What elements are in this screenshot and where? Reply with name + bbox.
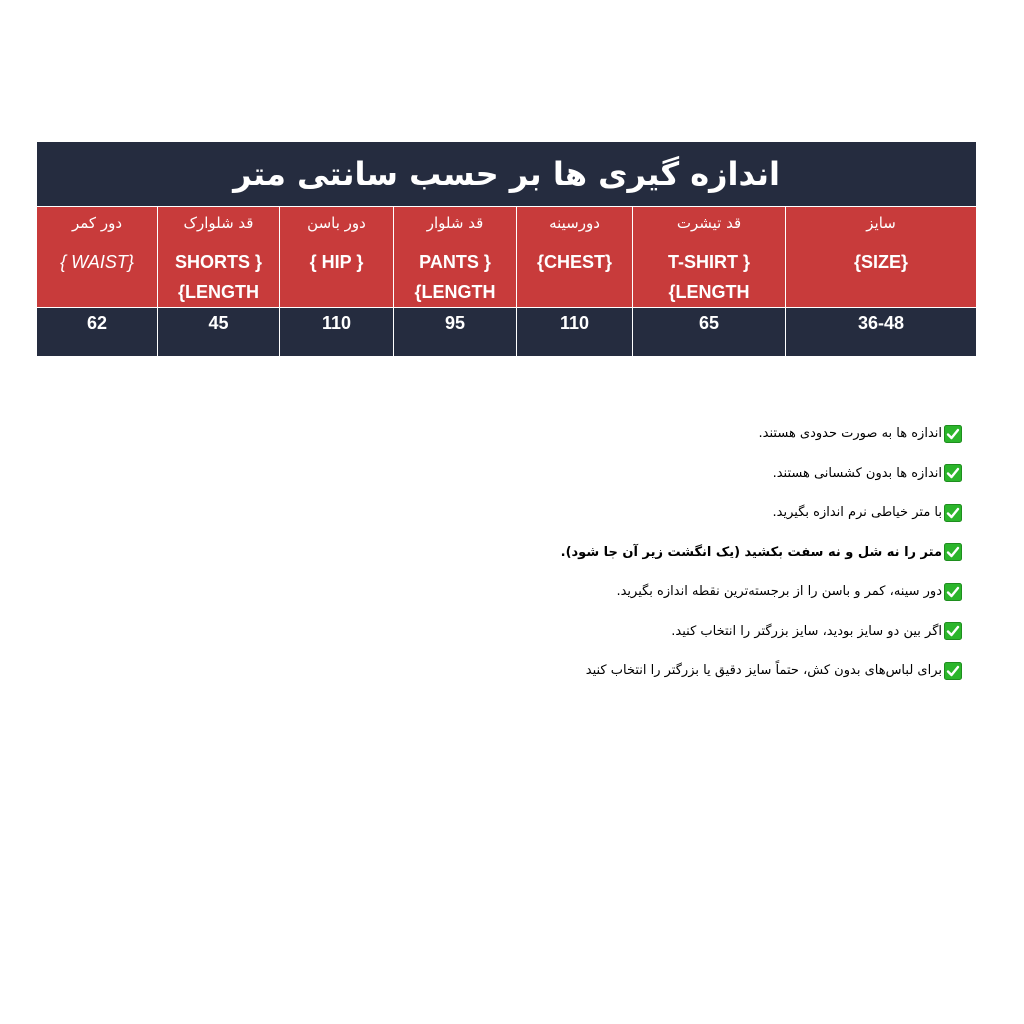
header-shorts-length bbox=[158, 207, 280, 308]
header-chest-en: {CHEST} bbox=[536, 252, 612, 272]
header-hip-fa: دور باسن bbox=[307, 214, 366, 232]
table-title: اندازه گیری ها بر حسب سانتی متر bbox=[37, 142, 977, 207]
note-text: دور سینه، کمر و باسن را از برجسته‌ترین نقطه اندازه بگیرید. bbox=[616, 584, 942, 600]
list-item bbox=[362, 651, 962, 691]
list-item bbox=[362, 414, 962, 454]
value-tshirt-length: 65 bbox=[633, 308, 786, 357]
header-waist-en: { WAIST} bbox=[60, 252, 134, 272]
note-text: با متر خیاطی نرم اندازه بگیرید. bbox=[772, 505, 942, 521]
header-pants-length-en: PANTS } {LENGTH bbox=[414, 252, 496, 302]
check-mark-icon bbox=[944, 583, 962, 601]
check-mark-icon bbox=[944, 543, 962, 561]
value-size: 36-48 bbox=[786, 308, 977, 357]
header-waist bbox=[37, 207, 158, 308]
list-item bbox=[362, 612, 962, 652]
value-chest: 110 bbox=[517, 308, 633, 357]
note-text: اگر بین دو سایز بودید، سایز بزرگتر را انتخاب کنید. bbox=[671, 623, 942, 639]
measurement-notes bbox=[362, 414, 962, 691]
header-pants-length bbox=[394, 207, 517, 308]
table-row bbox=[37, 308, 977, 357]
note-text: متر را نه شل و نه سفت بکشید (یک انگشت زیر آن جا شود). bbox=[560, 544, 942, 560]
check-mark-icon bbox=[944, 504, 962, 522]
note-text: اندازه ها به صورت حدودی هستند. bbox=[758, 426, 942, 442]
list-item bbox=[362, 533, 962, 573]
list-item bbox=[362, 454, 962, 494]
header-shorts-length-en: SHORTS } {LENGTH bbox=[174, 252, 262, 302]
note-text: اندازه ها بدون کشسانی هستند. bbox=[772, 465, 942, 481]
size-table bbox=[36, 141, 977, 357]
check-mark-icon bbox=[944, 425, 962, 443]
header-size bbox=[786, 207, 977, 308]
check-mark-icon bbox=[944, 622, 962, 640]
value-pants-length: 95 bbox=[394, 308, 517, 357]
list-item bbox=[362, 493, 962, 533]
header-size-fa: سایز bbox=[866, 214, 896, 232]
list-item bbox=[362, 572, 962, 612]
table-header-row bbox=[37, 207, 977, 308]
value-shorts-length: 45 bbox=[158, 308, 280, 357]
note-text: برای لباس‌های بدون کش، حتماً سایز دقیق یا بزرگتر را انتخاب کنید bbox=[585, 663, 942, 679]
header-tshirt-length bbox=[633, 207, 786, 308]
value-hip: 110 bbox=[280, 308, 394, 357]
header-pants-length-fa: قد شلوار bbox=[426, 214, 484, 232]
header-tshirt-length-en: T-SHIRT } {LENGTH bbox=[667, 252, 750, 302]
header-size-en: {SIZE} bbox=[854, 252, 909, 272]
header-chest bbox=[517, 207, 633, 308]
table-title-row bbox=[37, 142, 977, 207]
header-waist-fa: دور کمر bbox=[71, 214, 123, 232]
header-chest-fa: دورسینه bbox=[549, 214, 600, 232]
check-mark-icon bbox=[944, 464, 962, 482]
check-mark-icon bbox=[944, 662, 962, 680]
value-waist: 62 bbox=[37, 308, 158, 357]
header-hip-en: { HIP } bbox=[309, 252, 364, 272]
header-tshirt-length-fa: قد تیشرت bbox=[676, 214, 742, 232]
header-shorts-length-fa: قد شلوارک bbox=[183, 214, 254, 232]
header-hip bbox=[280, 207, 394, 308]
